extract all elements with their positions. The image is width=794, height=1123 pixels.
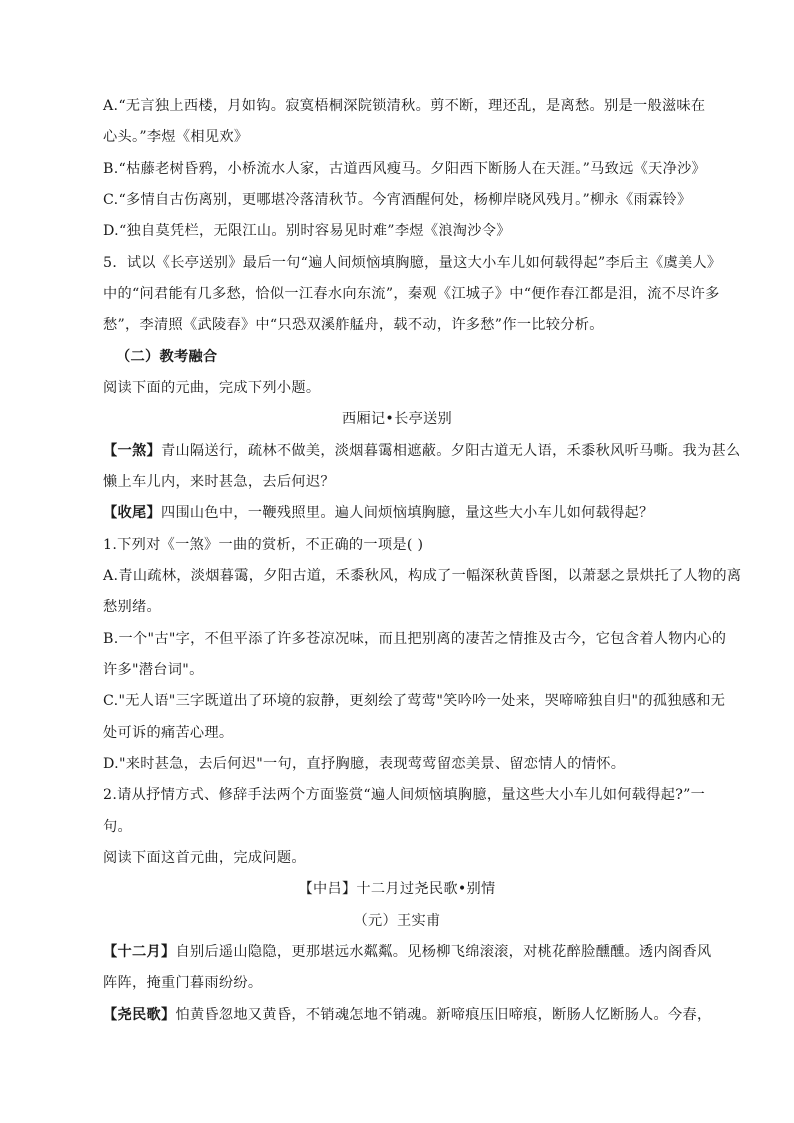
sub-question-2-line-2: 句。	[103, 819, 132, 835]
stanza-text: 怕黄昏忽地又黄昏，不销魂怎地不销魂。新啼痕压旧啼痕，断肠人忆断肠人。今春，	[175, 1007, 712, 1023]
passage-2-stanza-2	[103, 1005, 712, 1025]
stanza-tag: 【尧民歌】	[103, 1007, 176, 1023]
passage-title-2: 【中吕】十二月过尧民歌•别情	[298, 881, 496, 897]
sub-option-b-line-1: B.一个"古"字，不但平添了许多苍凉况味，而且把别离的凄苦之情推及古今，它包含着人物内心的	[103, 631, 727, 647]
passage-title-1: 西厢记•长亭送别	[341, 411, 453, 427]
passage-1-stanza-1-line-2: 懒上车儿内，来时甚急，去后何迟？	[103, 474, 335, 490]
question-5-line-2: 中的“问君能有几多愁，恰似一江春水向东流”，秦观《江城子》中“便作春江都是泪，流不尽许多	[103, 286, 720, 302]
option-b: B.“枯藤老树昏鸦，小桥流水人家，古道西风瘦马。夕阳西下断肠人在天涯。”马致远《天净沙》	[103, 161, 707, 177]
passage-2-stanza-1-line-2: 阵阵，掩重门暮雨纷纷。	[103, 975, 263, 991]
passage-1-stanza-2	[103, 503, 703, 523]
passage-1-stanza-1	[103, 441, 741, 461]
stanza-text: 自别后遥山隐隐，更那堪远水粼粼。见杨柳飞绵滚滚，对桃花醉脸醺醺。透内阁香风	[175, 944, 712, 960]
option-c: C.“多情自古伤离别，更哪堪冷落清秋节。今宵酒醒何处，杨柳岸晓风残月。”柳永《雨霖铃》	[103, 192, 692, 208]
sub-option-d: D."来时甚急，去后何迟"一句，直抒胸臆，表现莺莺留恋美景、留恋情人的情怀。	[103, 756, 626, 772]
passage-2-stanza-1	[103, 942, 712, 962]
sub-question-1: 1.下列对《一煞》一曲的赏析，不正确的一项是( )	[103, 537, 424, 553]
passage-author: （元）王实甫	[353, 913, 441, 929]
sub-option-b-line-2: 许多"潜台词"。	[103, 662, 204, 678]
stanza-text: 青山隔送行，疏林不做美，淡烟暮霭相遮蔽。夕阳古道无人语，禾黍秋风听马嘶。我为甚么	[160, 443, 741, 459]
question-5-line-3: 愁”，李清照《武陵春》中“只恐双溪舴艋舟，载不动，许多愁”作一比较分析。	[103, 317, 604, 333]
question-5-line-1: 5．试以《长亭送别》最后一句“遍人间烦恼填胸臆，量这大小车儿如何载得起”李后主《虞美人》	[103, 255, 722, 271]
sub-option-a-line-1: A.青山疏林，淡烟暮霭，夕阳古道，禾黍秋风，构成了一幅深秋黄昏图，以萧瑟之景烘托了人物的离	[103, 568, 742, 584]
option-d: D.“独自莫凭栏，无限江山。别时容易见时难”李煜《浪淘沙令》	[103, 223, 511, 239]
sub-option-a-line-2: 愁别绪。	[103, 599, 161, 615]
option-a-line-2: 心头。”李煜《相见欢》	[103, 129, 249, 145]
stanza-tag: 【一煞】	[103, 443, 161, 459]
sub-option-c-line-2: 处可诉的痛苦心理。	[103, 725, 234, 741]
sub-option-c-line-1: C."无人语"三字既道出了环境的寂静，更刻绘了莺莺"笑吟吟一处来，哭啼啼独自归"的孤独感和无	[103, 693, 726, 709]
section-heading: （二）教考融合	[116, 349, 218, 365]
option-a-line-1: A.“无言独上西楼，月如钩。寂寞梧桐深院锁清秋。剪不断，理还乱，是离愁。别是一般滋味在	[103, 98, 706, 114]
reading-instruction-1: 阅读下面的元曲，完成下列小题。	[103, 380, 321, 396]
stanza-tag: 【收尾】	[103, 505, 161, 521]
stanza-text: 四围山色中，一鞭残照里。遍人间烦恼填胸臆，量这些大小车儿如何载得起？	[160, 505, 654, 521]
sub-question-2-line-1: 2.请从抒情方式、修辞手法两个方面鉴赏“遍人间烦恼填胸臆，量这些大小车儿如何载得起?”一	[103, 787, 706, 803]
reading-instruction-2: 阅读下面这首元曲，完成问题。	[103, 850, 306, 866]
stanza-tag: 【十二月】	[103, 944, 176, 960]
